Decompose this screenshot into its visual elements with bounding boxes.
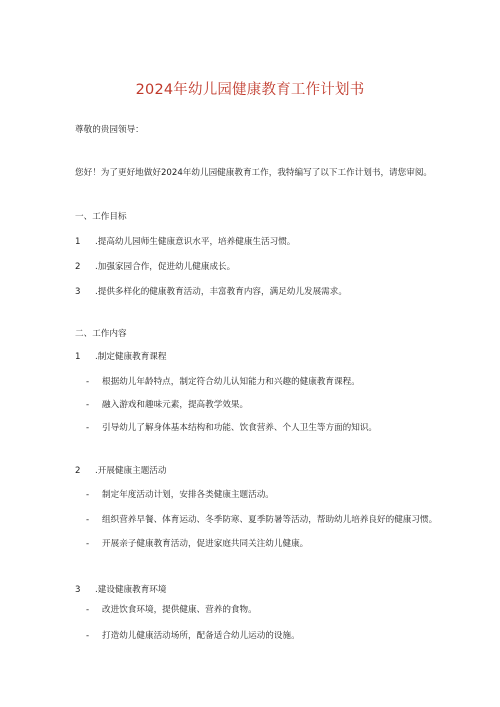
- bullet-item: [86, 422, 377, 434]
- bullet-marker: -: [86, 490, 90, 500]
- bullet-marker: -: [86, 515, 90, 525]
- section-heading-content: 二、工作内容: [75, 329, 127, 339]
- bullet-text: 制定年度活动计划，安排各类健康主题活动。: [102, 490, 274, 500]
- bullet-text: 融入游戏和趣味元素，提高教学效果。: [102, 400, 249, 410]
- goal-number: 1: [75, 237, 81, 247]
- bullet-marker: -: [86, 423, 90, 433]
- bullet-marker: -: [86, 377, 90, 387]
- bullet-item: [86, 630, 300, 642]
- bullet-item: [86, 514, 437, 526]
- goal-text: .提高幼儿园师生健康意识水平，培养健康生活习惯。: [95, 237, 296, 247]
- bullet-text: 改进饮食环境，提供健康、营养的食物。: [102, 605, 257, 615]
- bullet-item: [86, 489, 274, 501]
- bullet-item: [86, 376, 360, 388]
- subsection-number: 2: [75, 466, 81, 476]
- intro-paragraph: 您好！为了更好地做好2024年幼儿园健康教育工作，我特编写了以下工作计划书，请您审阅。: [75, 168, 433, 178]
- bullet-marker: -: [86, 539, 90, 549]
- subsection-number: 3: [75, 585, 81, 595]
- bullet-text: 组织营养早餐、体育运动、冬季防寒、夏季防暑等活动，帮助幼儿培养良好的健康习惯。: [102, 515, 438, 525]
- goal-item: [75, 236, 295, 248]
- subsection-text: .制定健康教育课程: [95, 352, 167, 362]
- bullet-item: [86, 538, 308, 550]
- section-heading-goals: 一、工作目标: [75, 212, 127, 222]
- bullet-item: [86, 604, 257, 616]
- goal-item: [75, 261, 235, 273]
- goal-text: .加强家园合作，促进幼儿健康成长。: [95, 262, 236, 272]
- goal-number: 3: [75, 287, 81, 297]
- goal-text: .提供多样化的健康教育活动，丰富教育内容，满足幼儿发展需求。: [95, 287, 347, 297]
- bullet-text: 引导幼儿了解身体基本结构和功能、饮食营养、个人卫生等方面的知识。: [102, 423, 378, 433]
- subsection-text: .建设健康教育环境: [95, 585, 167, 595]
- goal-item: [75, 286, 347, 298]
- goal-number: 2: [75, 262, 81, 272]
- subsection-text: .开展健康主题活动: [95, 466, 167, 476]
- bullet-text: 打造幼儿健康活动场所，配备适合幼儿运动的设施。: [102, 631, 300, 641]
- bullet-marker: -: [86, 631, 90, 641]
- bullet-marker: -: [86, 605, 90, 615]
- subsection-title: [75, 351, 166, 363]
- salutation: 尊敬的贵园领导：: [75, 125, 144, 135]
- subsection-number: 1: [75, 352, 81, 362]
- subsection-title: [75, 584, 166, 596]
- bullet-marker: -: [86, 400, 90, 410]
- document-title: 2024年幼儿园健康教育工作计划书: [135, 82, 365, 98]
- bullet-text: 开展亲子健康教育活动，促进家庭共同关注幼儿健康。: [102, 539, 309, 549]
- subsection-title: [75, 465, 166, 477]
- bullet-item: [86, 399, 248, 411]
- bullet-text: 根据幼儿年龄特点，制定符合幼儿认知能力和兴趣的健康教育课程。: [102, 377, 360, 387]
